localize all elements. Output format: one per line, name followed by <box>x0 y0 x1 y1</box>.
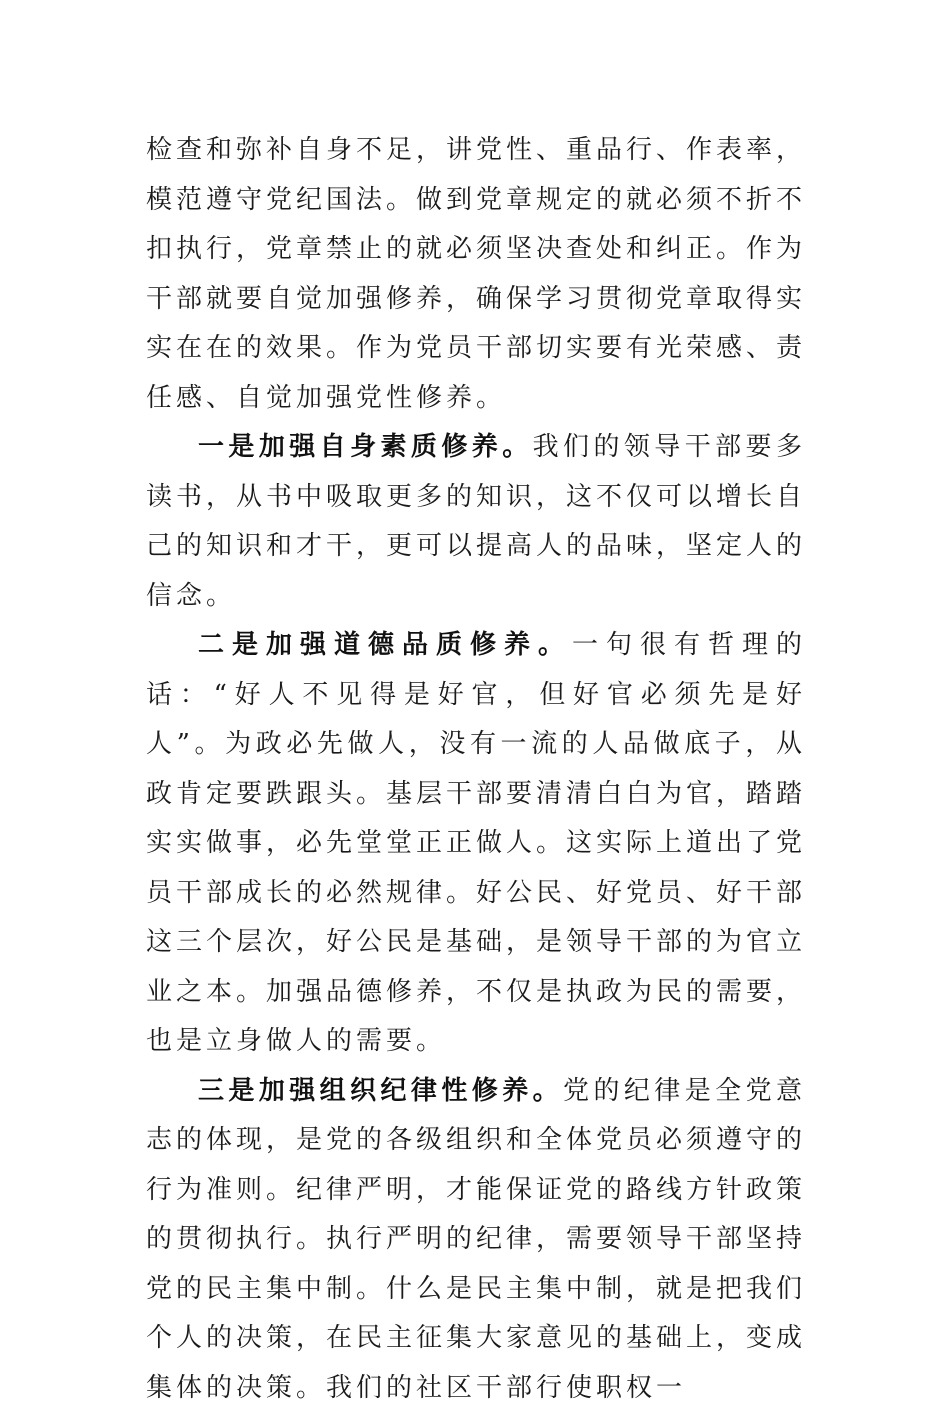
paragraph-text: 我们的领导干部要多读书，从书中吸取更多的知识，这不仅可以增长自己的知识和才干，更可以提高人的品味，坚定人的信念。 <box>146 432 806 611</box>
paragraph-text: 党的纪律是全党意志的体现，是党的各级组织和全体党员必须遵守的行为准则。纪律严明，才能保证党的路线方针政策的贯彻执行。执行严明的纪律，需要领导干部坚持党的民主集中制。什么是民主集中制，就是把我们个人的决策，在民主征集大家意见的基础上，变成集体的决策。我们的社区干部行使职权一 <box>146 1076 806 1403</box>
body-text <box>146 126 806 1413</box>
paragraph-self-quality <box>146 423 806 621</box>
paragraph-text: 一句很有哲理的话：“好人不见得是好官，但好官必须先是好人”。为政必先做人，没有一流的人品做底子，从政肯定要跌跟头。基层干部要清清白白为官，踏踏实实做事，必先堂堂正正做人。这实际上道出了党员干部成长的必然规律。好公民、好党员、好干部这三个层次，好公民是基础，是领导干部的为官立业之本。加强品德修养，不仅是执政为民的需要，也是立身做人的需要。 <box>146 630 806 1056</box>
paragraph-text: 检查和弥补自身不足，讲党性、重品行、作表率，模范遵守党纪国法。做到党章规定的就必须不折不扣执行，党章禁止的就必须坚决查处和纠正。作为干部就要自觉加强修养，确保学习贯彻党章取得实实在在的效果。作为党员干部切实要有光荣感、责任感、自觉加强党性修养。 <box>146 135 806 413</box>
paragraph-lead-heading: 三是加强组织纪律性修养。 <box>198 1076 563 1106</box>
paragraph-lead-heading: 二是加强道德品质修养。 <box>198 630 572 660</box>
paragraph-moral-quality <box>146 621 806 1067</box>
paragraph-lead-heading: 一是加强自身素质修养。 <box>198 432 533 462</box>
paragraph-discipline <box>146 1067 806 1413</box>
paragraph-continued <box>146 126 806 423</box>
